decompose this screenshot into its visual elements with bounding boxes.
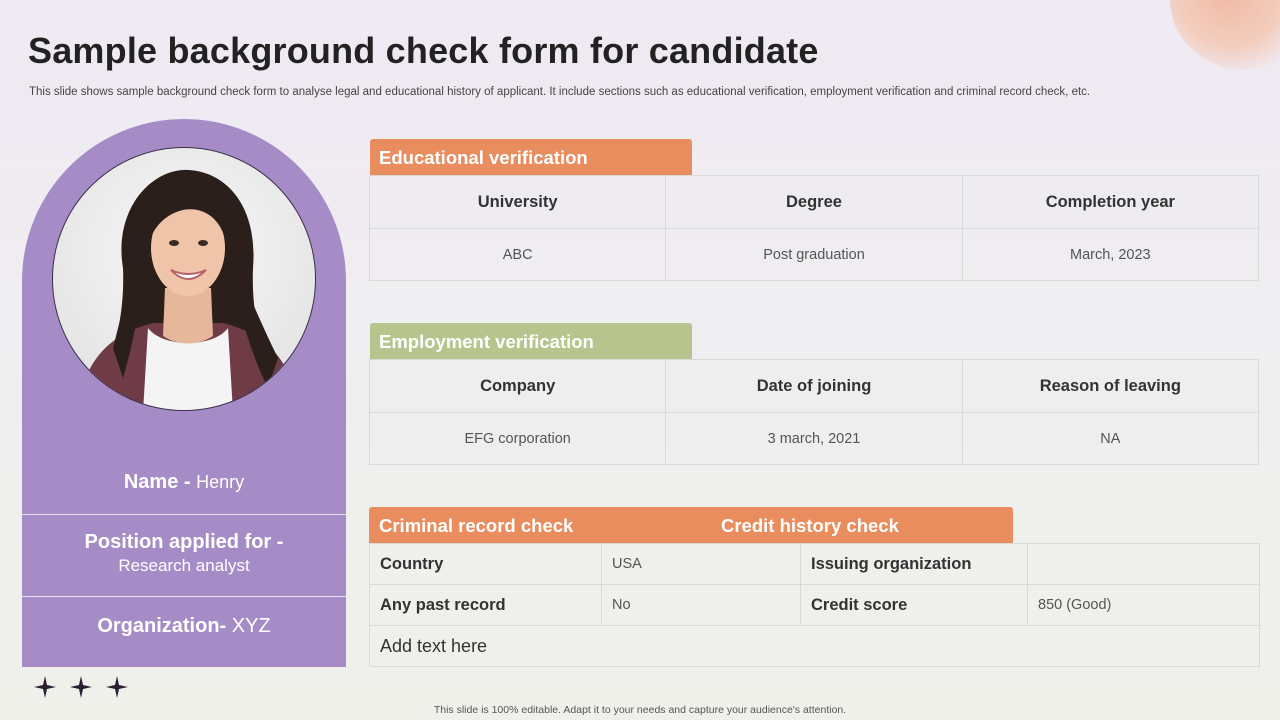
- candidate-photo: [52, 147, 316, 411]
- sparkle-icon: [70, 676, 92, 698]
- past-record-label: Any past record: [370, 585, 602, 626]
- education-col-completion-year: Completion year: [962, 176, 1258, 229]
- name-value: Henry: [196, 472, 245, 492]
- credit-heading: Credit history check: [721, 515, 899, 536]
- employment-heading: Employment verification: [370, 323, 692, 360]
- candidate-card: [22, 119, 346, 667]
- education-table: [369, 175, 1259, 281]
- employment-company-value: EFG corporation: [370, 413, 666, 465]
- criminal-credit-heading-bar: [369, 507, 1013, 544]
- education-degree-value: Post graduation: [666, 229, 962, 281]
- candidate-organization: [22, 596, 346, 667]
- notes-field[interactable]: Add text here: [370, 626, 1260, 667]
- education-col-degree: Degree: [666, 176, 962, 229]
- employment-col-company: Company: [370, 360, 666, 413]
- credit-score-label: Credit score: [801, 585, 1028, 626]
- sparkle-icon: [34, 676, 56, 698]
- org-value: XYZ: [231, 615, 271, 637]
- country-label: Country: [370, 544, 602, 585]
- decorative-stars: [34, 676, 128, 698]
- employment-table: [369, 359, 1259, 465]
- past-record-value: No: [602, 585, 801, 626]
- sparkle-icon: [106, 676, 128, 698]
- candidate-position: [22, 514, 346, 596]
- education-university-value: ABC: [370, 229, 666, 281]
- education-col-university: University: [370, 176, 666, 229]
- criminal-heading: Criminal record check: [379, 515, 574, 536]
- position-label: Position applied for -: [84, 531, 284, 553]
- candidate-name: [22, 471, 346, 513]
- issuing-organization-value: [1028, 544, 1260, 585]
- person-photo-icon: [53, 148, 316, 411]
- criminal-credit-table: [369, 543, 1260, 667]
- issuing-organization-label: Issuing organization: [801, 544, 1028, 585]
- country-value: USA: [602, 544, 801, 585]
- education-completion-year-value: March, 2023: [962, 229, 1258, 281]
- name-label: Name -: [123, 471, 191, 493]
- employment-col-reason-of-leaving: Reason of leaving: [962, 360, 1258, 413]
- footer-note: This slide is 100% editable. Adapt it to your needs and capture your audience's attention.: [433, 704, 847, 716]
- employment-col-date-of-joining: Date of joining: [666, 360, 962, 413]
- decorative-corner-blob: [1170, 0, 1280, 70]
- employment-date-value: 3 march, 2021: [666, 413, 962, 465]
- position-value: Research analyst: [118, 556, 250, 575]
- credit-score-value: 850 (Good): [1028, 585, 1260, 626]
- org-label: Organization-: [97, 615, 227, 637]
- employment-reason-value: NA: [962, 413, 1258, 465]
- page-subtitle: This slide shows sample background check form to analyse legal and educational history of applicant. It include sections such as educational verification, employment verification and criminal record check, etc.: [29, 86, 1091, 98]
- page-title: Sample background check form for candidate: [28, 30, 819, 71]
- education-heading: Educational verification: [370, 139, 692, 176]
